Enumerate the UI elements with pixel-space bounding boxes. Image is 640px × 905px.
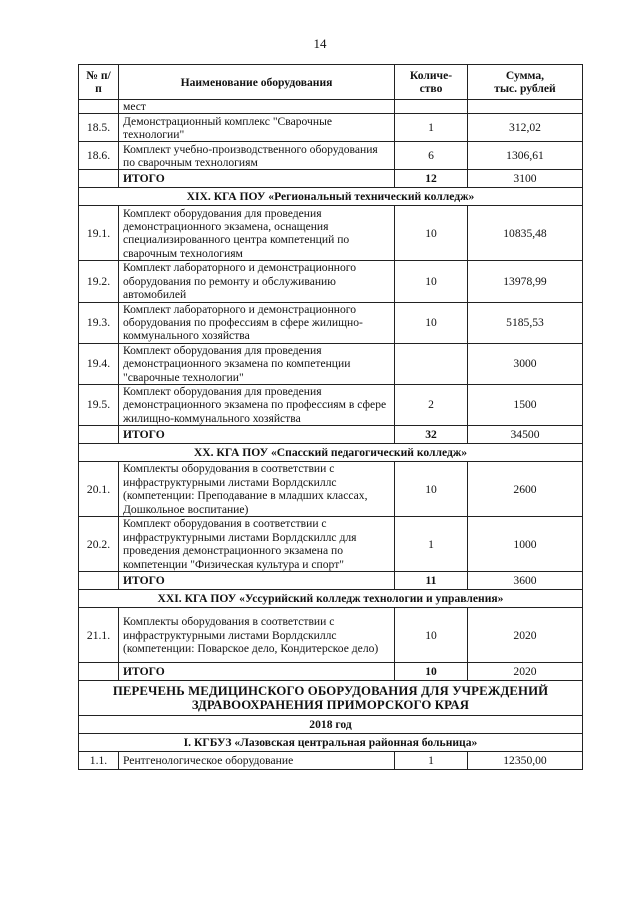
total-sum: 34500 (468, 426, 583, 444)
row-name: Комплекты оборудования в соответствии с инфраструктурными листами Ворлдскиллс (компетенции: Поварское дело, Кондитерское дело) (119, 608, 395, 663)
section-row (79, 590, 583, 608)
row-sum: 12350,00 (468, 752, 583, 770)
heading-row (79, 681, 583, 716)
page-number: 14 (313, 36, 327, 51)
row-quantity: 10 (395, 206, 468, 261)
year-heading: 2018 год (79, 716, 583, 734)
table-header-row (79, 65, 583, 100)
total-row (79, 663, 583, 681)
row-number: 19.3. (79, 302, 119, 343)
table-row (79, 302, 583, 343)
table-row (79, 517, 583, 572)
total-quantity: 10 (395, 663, 468, 681)
total-row (79, 170, 583, 188)
table-row (79, 100, 583, 114)
row-quantity: 10 (395, 608, 468, 663)
row-sum: 1306,61 (468, 142, 583, 170)
row-quantity: 1 (395, 517, 468, 572)
table-row (79, 206, 583, 261)
header-name: Наименование оборудования (119, 65, 395, 100)
table-row (79, 462, 583, 517)
total-sum: 3100 (468, 170, 583, 188)
row-sum: 13978,99 (468, 261, 583, 302)
total-sum: 2020 (468, 663, 583, 681)
row-sum: 5185,53 (468, 302, 583, 343)
row-name: Рентгенологическое оборудование (119, 752, 395, 770)
section-title: XXI. КГА ПОУ «Уссурийский колледж технологии и управления» (79, 590, 583, 608)
row-quantity: 6 (395, 142, 468, 170)
table-row (79, 142, 583, 170)
total-quantity: 11 (395, 572, 468, 590)
row-quantity: 1 (395, 752, 468, 770)
header-number: № п/ п (79, 65, 119, 100)
row-sum: 1500 (468, 385, 583, 426)
row-name: мест (119, 100, 395, 114)
row-sum: 2600 (468, 462, 583, 517)
section-row (79, 734, 583, 752)
total-label: ИТОГО (119, 572, 395, 590)
table-row (79, 343, 583, 384)
table-row (79, 385, 583, 426)
header-quantity: Количе- ство (395, 65, 468, 100)
row-number: 19.4. (79, 343, 119, 384)
row-quantity: 10 (395, 462, 468, 517)
row-number: 21.1. (79, 608, 119, 663)
total-label: ИТОГО (119, 426, 395, 444)
row-name: Комплект оборудования для проведения демонстрационного экзамена, оснащения специализированного центра компетенций по сварочным технологиям (119, 206, 395, 261)
year-row (79, 716, 583, 734)
table-row (79, 261, 583, 302)
equipment-table (78, 64, 583, 770)
row-number: 18.5. (79, 114, 119, 142)
total-row (79, 426, 583, 444)
row-name: Комплект лабораторного и демонстрационного оборудования по профессиям в сфере жилищно-коммунального хозяйства (119, 302, 395, 343)
row-sum: 312,02 (468, 114, 583, 142)
row-quantity: 10 (395, 302, 468, 343)
section-row (79, 444, 583, 462)
row-sum: 10835,48 (468, 206, 583, 261)
row-quantity (395, 100, 468, 114)
row-name: Комплект оборудования в соответствии с инфраструктурными листами Ворлдскиллс для проведения демонстрационного экзамена по компетенции "Физическая культура и спорт" (119, 517, 395, 572)
row-number: 19.5. (79, 385, 119, 426)
row-number (79, 100, 119, 114)
row-quantity: 1 (395, 114, 468, 142)
row-name: Комплект оборудования для проведения демонстрационного экзамена по профессиям в сфере жилищно-коммунального хозяйства (119, 385, 395, 426)
row-name: Комплект лабораторного и демонстрационного оборудования по ремонту и обслуживанию автомобилей (119, 261, 395, 302)
row-sum: 1000 (468, 517, 583, 572)
row-name: Комплект учебно-производственного оборудования по сварочным технологиям (119, 142, 395, 170)
header-sum: Сумма, тыс. рублей (468, 65, 583, 100)
table-row (79, 752, 583, 770)
row-sum: 3000 (468, 343, 583, 384)
medical-equipment-heading: ПЕРЕЧЕНЬ МЕДИЦИНСКОГО ОБОРУДОВАНИЯ ДЛЯ УЧРЕЖДЕНИЙ ЗДРАВООХРАНЕНИЯ ПРИМОРСКОГО КРАЯ (79, 681, 583, 716)
total-label: ИТОГО (119, 663, 395, 681)
section-row (79, 188, 583, 206)
table-row (79, 608, 583, 663)
row-quantity: 2 (395, 385, 468, 426)
row-quantity: 10 (395, 261, 468, 302)
row-number: 20.2. (79, 517, 119, 572)
row-name: Комплект оборудования для проведения демонстрационного экзамена по компетенции "сварочные технологии" (119, 343, 395, 384)
row-number: 19.1. (79, 206, 119, 261)
row-quantity (395, 343, 468, 384)
row-number: 19.2. (79, 261, 119, 302)
section-title: I. КГБУЗ «Лазовская центральная районная больница» (79, 734, 583, 752)
row-number: 18.6. (79, 142, 119, 170)
section-title: XIX. КГА ПОУ «Региональный технический колледж» (79, 188, 583, 206)
section-title: XX. КГА ПОУ «Спасский педагогический колледж» (79, 444, 583, 462)
table-row (79, 114, 583, 142)
total-row (79, 572, 583, 590)
row-number: 1.1. (79, 752, 119, 770)
total-quantity: 32 (395, 426, 468, 444)
row-name: Комплекты оборудования в соответствии с инфраструктурными листами Ворлдскиллс (компетенции: Преподавание в младших классах, Дошкольное воспитание) (119, 462, 395, 517)
total-sum: 3600 (468, 572, 583, 590)
total-label: ИТОГО (119, 170, 395, 188)
row-sum (468, 100, 583, 114)
row-sum: 2020 (468, 608, 583, 663)
row-number: 20.1. (79, 462, 119, 517)
total-quantity: 12 (395, 170, 468, 188)
row-name: Демонстрационный комплекс "Сварочные технологии" (119, 114, 395, 142)
